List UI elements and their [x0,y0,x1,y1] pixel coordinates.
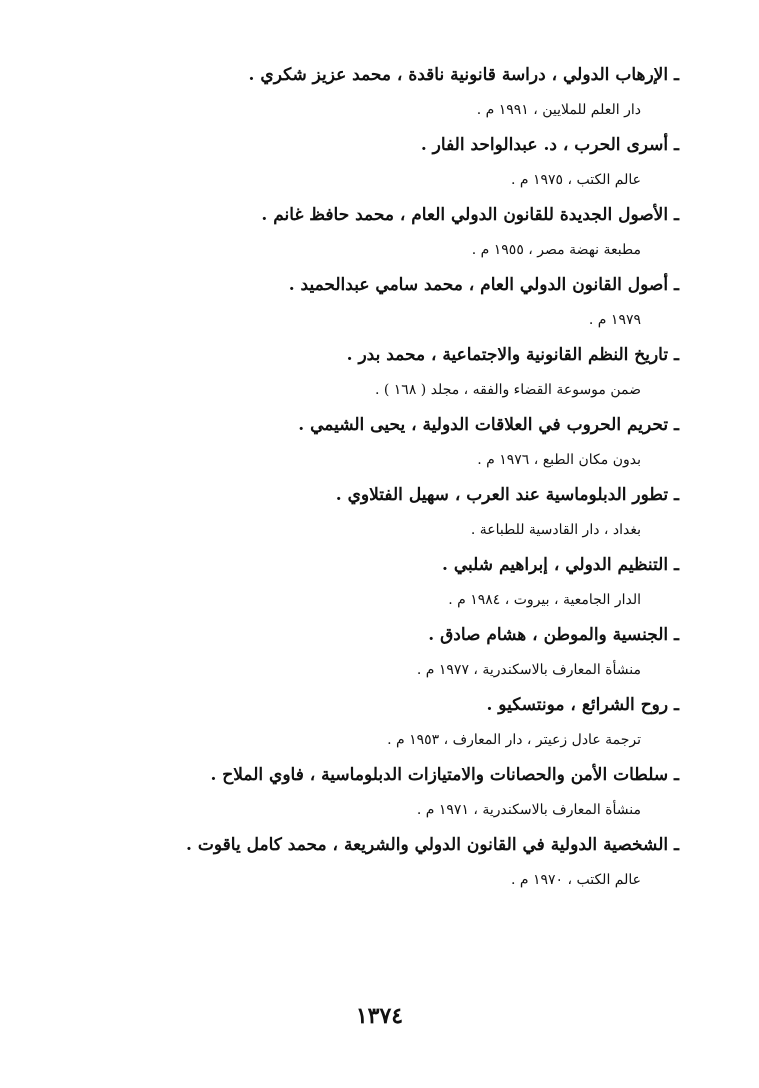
bibliography-list [186,58,679,898]
entry-publisher: الدار الجامعية ، بيروت ، ١٩٨٤ م . [448,592,641,608]
bibliography-entry [209,408,679,478]
bibliography-entry [209,688,679,758]
bibliography-entry [209,478,679,548]
entry-title: ـ تحريم الحروب في العلاقات الدولية ، يحيى الشيمي . [298,415,679,435]
bibliography-entry [209,758,679,828]
entry-publisher: ترجمة عادل زعيتر ، دار المعارف ، ١٩٥٣ م . [387,732,641,748]
entry-publisher: مطبعة نهضة مصر ، ١٩٥٥ م . [471,242,641,258]
entry-publisher: بغداد ، دار القادسية للطباعة . [470,522,641,538]
entry-title: ـ الشخصية الدولية في القانون الدولي والشريعة ، محمد كامل ياقوت . [186,835,679,855]
bibliography-entry [186,828,679,898]
entry-title: ـ سلطات الأمن والحصانات والامتيازات الدبلوماسية ، فاوي الملاح . [210,765,679,785]
bibliography-entry [209,128,679,198]
bibliography-entry [209,58,679,128]
bibliography-entry [209,548,679,618]
entry-publisher: عالم الكتب ، ١٩٧٠ م . [510,872,641,888]
bibliography-entry [209,198,679,268]
bibliography-entry [209,618,679,688]
entry-publisher: ضمن موسوعة القضاء والفقه ، مجلد ( ١٦٨ ) . [374,382,641,398]
page-number: ١٣٧٤ [355,1003,404,1029]
entry-title: ـ التنظيم الدولي ، إبراهيم شلبي . [442,555,679,575]
entry-title: ـ الأصول الجديدة للقانون الدولي العام ، محمد حافظ غانم . [261,205,679,225]
entry-publisher: منشأة المعارف بالاسكندرية ، ١٩٧١ م . [416,802,641,818]
entry-publisher: ١٩٧٩ م . [588,312,641,328]
entry-publisher: دار العلم للملايين ، ١٩٩١ م . [476,102,641,118]
entry-title: ـ الإرهاب الدولي ، دراسة قانونية ناقدة ، محمد عزيز شكري . [248,65,679,85]
entry-title: ـ أسرى الحرب ، د. عبدالواحد الفار . [420,135,679,155]
entry-title: ـ أصول القانون الدولي العام ، محمد سامي عبدالحميد . [288,275,679,295]
entry-title: ـ الجنسية والموطن ، هشام صادق . [428,625,679,645]
entry-title: ـ تاريخ النظم القانونية والاجتماعية ، محمد بدر . [346,345,679,365]
bibliography-entry [209,268,679,338]
bibliography-entry [209,338,679,408]
entry-publisher: منشأة المعارف بالاسكندرية ، ١٩٧٧ م . [416,662,641,678]
entry-publisher: عالم الكتب ، ١٩٧٥ م . [510,172,641,188]
entry-title: ـ تطور الدبلوماسية عند العرب ، سهيل الفتلاوي . [335,485,679,505]
entry-publisher: بدون مكان الطبع ، ١٩٧٦ م . [477,452,641,468]
entry-title: ـ روح الشرائع ، مونتسكيو . [486,695,679,715]
